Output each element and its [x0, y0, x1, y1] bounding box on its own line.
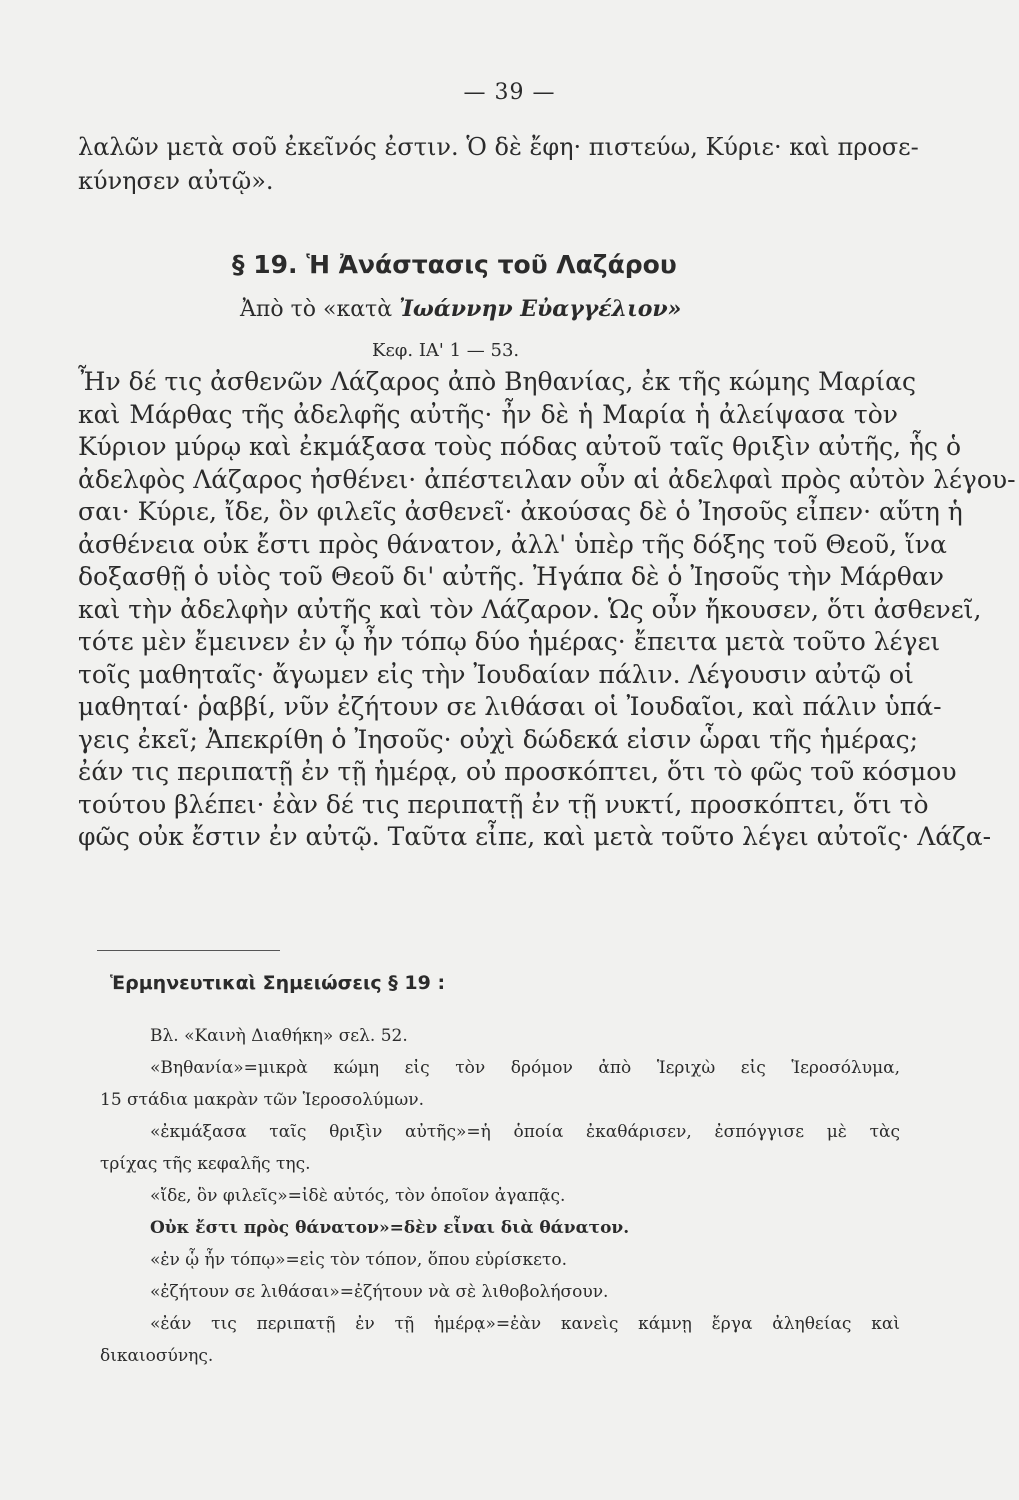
text-line: ἀδελφὸς Λάζαρος ἠσθένει· ἀπέστειλαν οὖν αἱ ἀδελφαὶ πρὸς αὐτὸν λέγου- — [78, 464, 1016, 494]
notes-title: Ἑρμηνευτικαὶ Σημειώσεις § 19 : — [110, 972, 446, 994]
text-line: λαλῶν μετὰ σοῦ ἐκεῖνός ἐστιν. Ὁ δὲ ἔφη· πιστεύω, Κύριε· καὶ προσε- — [78, 133, 919, 161]
section-heading: § 19. Ἡ Ἀνάστασις τοῦ Λαζάρου — [232, 250, 677, 279]
text-line: κύνησεν αὐτῷ». — [78, 167, 274, 195]
note-line: δικαιοσύνης. — [100, 1346, 214, 1366]
notes-list — [100, 1020, 900, 1372]
note-line: τρίχας τῆς κεφαλῆς της. — [100, 1154, 311, 1174]
note-line: Οὐκ ἔστι πρὸς θάνατον»=δὲν εἶναι διὰ θάνατον. — [150, 1218, 630, 1238]
note-line: «ἐζήτουν σε λιθάσαι»=ἐζήτουν νὰ σὲ λιθοβολήσουν. — [150, 1282, 609, 1302]
body-text — [78, 366, 1016, 854]
note-line: «Βηθανία»=μικρὰ κώμη εἰς τὸν δρόμον ἀπὸ Ἱεριχὼ εἰς Ἱεροσόλυμα, — [150, 1058, 900, 1078]
text-line: τοῖς μαθηταῖς· ἄγωμεν εἰς τὴν Ἰουδαίαν πάλιν. Λέγουσιν αὐτῷ οἱ — [78, 659, 914, 689]
page-number: — 39 — — [463, 80, 556, 105]
text-line: σαι· Κύριε, ἴδε, ὃν φιλεῖς ἀσθενεῖ· ἀκούσας δὲ ὁ Ἰησοῦς εἶπεν· αὕτη ἡ — [78, 497, 963, 526]
source-line — [240, 296, 681, 322]
text-line: μαθηταί· ῥαββί, νῦν ἐζήτουν σε λιθάσαι οἱ Ἰουδαῖοι, καὶ πάλιν ὑπά- — [78, 692, 942, 721]
note-line: «ἐν ᾧ ἦν τόπῳ»=εἰς τὸν τόπον, ὅπου εὑρίσκετο. — [150, 1250, 567, 1270]
text-line: φῶς οὐκ ἔστιν ἐν αὐτῷ. Ταῦτα εἶπε, καὶ μετὰ τοῦτο λέγει αὐτοῖς· Λάζα- — [78, 822, 992, 851]
note-line: «ἐάν τις περιπατῇ ἐν τῇ ἡμέρᾳ»=ἐὰν κανεὶς κάμνῃ ἔργα ἀληθείας καὶ — [150, 1314, 900, 1334]
text-line: Ἦν δέ τις ἀσθενῶν Λάζαρος ἀπὸ Βηθανίας, ἐκ τῆς κώμης Μαρίας — [78, 367, 917, 396]
text-line: δοξασθῇ ὁ υἱὸς τοῦ Θεοῦ δι' αὐτῆς. Ἠγάπα δὲ ὁ Ἰησοῦς τὴν Μάρθαν — [78, 562, 944, 591]
text-line: Κύριον μύρῳ καὶ ἐκμάξασα τοὺς πόδας αὐτοῦ ταῖς θριξὶν αὐτῆς, ἧς ὁ — [78, 432, 962, 461]
source-title: Ἰωάννην Εὐαγγέλιον» — [399, 296, 682, 322]
text-line: τότε μὲν ἔμεινεν ἐν ᾧ ἦν τόπῳ δύο ἡμέρας· ἔπειτα μετὰ τοῦτο λέγει — [78, 627, 941, 656]
note-line: 15 στάδια μακρὰν τῶν Ἱεροσολύμων. — [100, 1090, 425, 1110]
footnote-divider — [97, 950, 280, 951]
note-line: Βλ. «Καινὴ Διαθήκη» σελ. 52. — [150, 1026, 408, 1046]
text-line: καὶ τὴν ἀδελφὴν αὐτῆς καὶ τὸν Λάζαρον. Ὡς οὖν ἤκουσεν, ὅτι ἀσθενεῖ, — [78, 594, 982, 624]
note-line: «ἴδε, ὃν φιλεῖς»=ἰδὲ αὐτός, τὸν ὁποῖον ἀγαπᾷς. — [150, 1186, 566, 1206]
intro-paragraph — [78, 130, 919, 198]
text-line: ἀσθένεια οὐκ ἔστι πρὸς θάνατον, ἀλλ' ὑπὲρ τῆς δόξης τοῦ Θεοῦ, ἵνα — [78, 529, 947, 559]
note-line: «ἐκμάξασα ταῖς θριξὶν αὐτῆς»=ἡ ὁποία ἐκαθάρισεν, ἐσπόγγισε μὲ τὰς — [150, 1122, 900, 1142]
text-line: ἐάν τις περιπατῇ ἐν τῇ ἡμέρᾳ, οὐ προσκόπτει, ὅτι τὸ φῶς τοῦ κόσμου — [78, 757, 957, 786]
chapter-reference: Κεφ. ΙΑ' 1 — 53. — [372, 340, 520, 361]
text-line: γεις ἐκεῖ; Ἀπεκρίθη ὁ Ἰησοῦς· οὐχὶ δώδεκά εἰσιν ὧραι τῆς ἡμέρας; — [78, 724, 919, 754]
source-prefix: Ἀπὸ τὸ «κατὰ — [240, 297, 393, 322]
text-line: καὶ Μάρθας τῆς ἀδελφῆς αὐτῆς· ἦν δὲ ἡ Μαρία ἡ ἀλείψασα τὸν — [78, 399, 898, 429]
text-line: τούτου βλέπει· ἐὰν δέ τις περιπατῇ ἐν τῇ νυκτί, προσκόπτει, ὅτι τὸ — [78, 789, 929, 819]
